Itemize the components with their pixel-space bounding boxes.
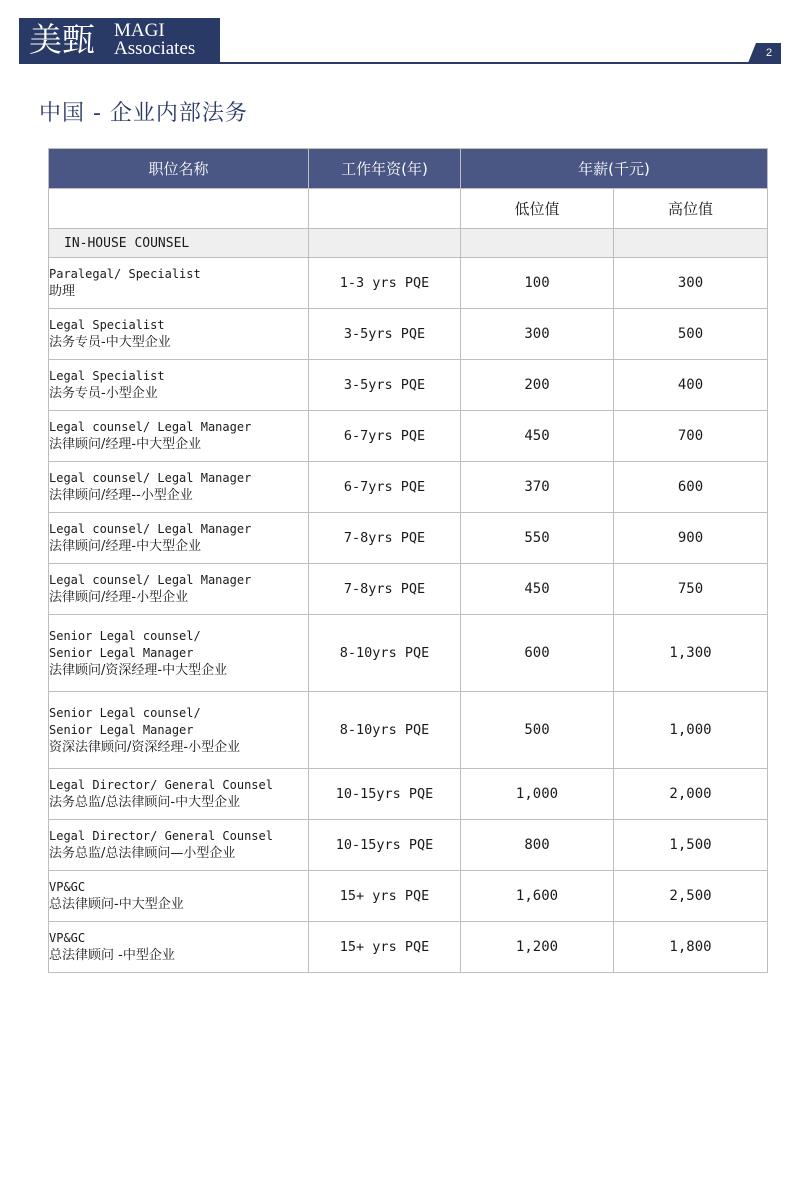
years-cell: 6-7yrs PQE bbox=[309, 462, 461, 513]
position-english: Legal counsel/ Legal Manager bbox=[49, 522, 252, 536]
position-chinese: 法务专员-中大型企业 bbox=[49, 335, 171, 350]
position-cell bbox=[49, 871, 309, 922]
table-row bbox=[49, 309, 768, 360]
position-cell bbox=[49, 360, 309, 411]
page-number: 2 bbox=[765, 47, 773, 59]
position-english: Legal counsel/ Legal Manager bbox=[49, 420, 252, 434]
table-row bbox=[49, 360, 768, 411]
years-cell: 8-10yrs PQE bbox=[309, 615, 461, 692]
position-english: Legal Specialist bbox=[49, 318, 165, 332]
high-value-cell: 2,000 bbox=[614, 769, 768, 820]
table-row bbox=[49, 462, 768, 513]
subheader-low: 低位值 bbox=[461, 189, 614, 229]
table-row bbox=[49, 769, 768, 820]
high-value-cell: 1,000 bbox=[614, 692, 768, 769]
table-row bbox=[49, 922, 768, 973]
years-cell: 15+ yrs PQE bbox=[309, 871, 461, 922]
section-row bbox=[49, 229, 768, 258]
table-row bbox=[49, 615, 768, 692]
low-value-cell: 100 bbox=[461, 258, 614, 309]
years-cell: 10-15yrs PQE bbox=[309, 820, 461, 871]
position-english: Legal Director/ General Counsel bbox=[49, 778, 273, 792]
position-chinese: 法律顾问/经理-中大型企业 bbox=[49, 437, 202, 452]
low-value-cell: 450 bbox=[461, 411, 614, 462]
low-value-cell: 200 bbox=[461, 360, 614, 411]
low-value-cell: 1,600 bbox=[461, 871, 614, 922]
logo-line-1: MAGI bbox=[114, 20, 165, 41]
position-english: Senior Legal counsel/ bbox=[49, 705, 201, 720]
position-english: Legal counsel/ Legal Manager bbox=[49, 573, 252, 587]
logo-chinese-text: 美甄 bbox=[29, 20, 95, 59]
table-row bbox=[49, 692, 768, 769]
years-cell: 8-10yrs PQE bbox=[309, 692, 461, 769]
salary-table bbox=[48, 148, 768, 973]
header-salary: 年薪(千元) bbox=[461, 149, 768, 189]
position-english: Legal Specialist bbox=[49, 369, 165, 383]
table-row bbox=[49, 258, 768, 309]
position-cell bbox=[49, 411, 309, 462]
low-value-cell: 550 bbox=[461, 513, 614, 564]
position-chinese: 法律顾问/经理--小型企业 bbox=[49, 488, 193, 503]
position-chinese: 法律顾问/经理-小型企业 bbox=[49, 590, 189, 605]
high-value-cell: 750 bbox=[614, 564, 768, 615]
header-position: 职位名称 bbox=[49, 149, 309, 189]
table-header-row bbox=[49, 149, 768, 189]
low-value-cell: 1,200 bbox=[461, 922, 614, 973]
low-value-cell: 300 bbox=[461, 309, 614, 360]
low-value-cell: 600 bbox=[461, 615, 614, 692]
high-value-cell: 900 bbox=[614, 513, 768, 564]
low-value-cell: 370 bbox=[461, 462, 614, 513]
position-english: VP&GC bbox=[49, 931, 86, 945]
position-cell bbox=[49, 258, 309, 309]
position-cell bbox=[49, 615, 309, 692]
position-cell bbox=[49, 922, 309, 973]
high-value-cell: 400 bbox=[614, 360, 768, 411]
company-logo bbox=[19, 18, 220, 63]
position-english: Senior Legal counsel/ bbox=[49, 628, 201, 643]
high-value-cell: 700 bbox=[614, 411, 768, 462]
logo-english-text bbox=[114, 22, 195, 58]
page-title: 中国 - 企业内部法务 bbox=[39, 101, 248, 126]
position-english: Senior Legal Manager bbox=[49, 645, 194, 660]
position-english: Paralegal/ Specialist bbox=[49, 267, 201, 281]
table-row bbox=[49, 513, 768, 564]
position-chinese: 法务总监/总法律顾问-中大型企业 bbox=[49, 795, 241, 810]
years-cell: 7-8yrs PQE bbox=[309, 564, 461, 615]
position-chinese: 法务专员-小型企业 bbox=[49, 386, 158, 401]
position-cell bbox=[49, 692, 309, 769]
subheader-high: 高位值 bbox=[614, 189, 768, 229]
years-cell: 1-3 yrs PQE bbox=[309, 258, 461, 309]
years-cell: 15+ yrs PQE bbox=[309, 922, 461, 973]
position-cell bbox=[49, 462, 309, 513]
years-cell: 7-8yrs PQE bbox=[309, 513, 461, 564]
years-cell: 10-15yrs PQE bbox=[309, 769, 461, 820]
position-chinese: 法律顾问/经理-中大型企业 bbox=[49, 539, 202, 554]
position-cell bbox=[49, 309, 309, 360]
position-cell bbox=[49, 769, 309, 820]
table-row bbox=[49, 564, 768, 615]
table-row bbox=[49, 411, 768, 462]
position-chinese: 法律顾问/资深经理-中大型企业 bbox=[49, 662, 228, 678]
position-chinese: 总法律顾问 -中型企业 bbox=[49, 948, 175, 963]
header-rule bbox=[19, 62, 781, 64]
header-years: 工作年资(年) bbox=[309, 149, 461, 189]
high-value-cell: 1,300 bbox=[614, 615, 768, 692]
position-english: Legal Director/ General Counsel bbox=[49, 829, 273, 843]
position-chinese: 总法律顾问-中大型企业 bbox=[49, 897, 184, 912]
position-chinese: 助理 bbox=[49, 284, 76, 299]
position-chinese: 法务总监/总法律顾问—小型企业 bbox=[49, 846, 236, 861]
high-value-cell: 600 bbox=[614, 462, 768, 513]
high-value-cell: 1,500 bbox=[614, 820, 768, 871]
logo-line-2: Associates bbox=[114, 38, 196, 59]
section-label: IN-HOUSE COUNSEL bbox=[64, 235, 190, 251]
table-row bbox=[49, 871, 768, 922]
position-english: Senior Legal Manager bbox=[49, 722, 194, 737]
position-cell bbox=[49, 820, 309, 871]
position-cell bbox=[49, 564, 309, 615]
high-value-cell: 2,500 bbox=[614, 871, 768, 922]
years-cell: 3-5yrs PQE bbox=[309, 309, 461, 360]
high-value-cell: 500 bbox=[614, 309, 768, 360]
years-cell: 6-7yrs PQE bbox=[309, 411, 461, 462]
position-chinese: 资深法律顾问/资深经理-小型企业 bbox=[49, 739, 241, 755]
low-value-cell: 450 bbox=[461, 564, 614, 615]
position-english: Legal counsel/ Legal Manager bbox=[49, 471, 252, 485]
low-value-cell: 500 bbox=[461, 692, 614, 769]
low-value-cell: 1,000 bbox=[461, 769, 614, 820]
table-row bbox=[49, 820, 768, 871]
table-subheader-row bbox=[49, 189, 768, 229]
position-english: VP&GC bbox=[49, 880, 86, 894]
high-value-cell: 1,800 bbox=[614, 922, 768, 973]
years-cell: 3-5yrs PQE bbox=[309, 360, 461, 411]
position-cell bbox=[49, 513, 309, 564]
low-value-cell: 800 bbox=[461, 820, 614, 871]
high-value-cell: 300 bbox=[614, 258, 768, 309]
